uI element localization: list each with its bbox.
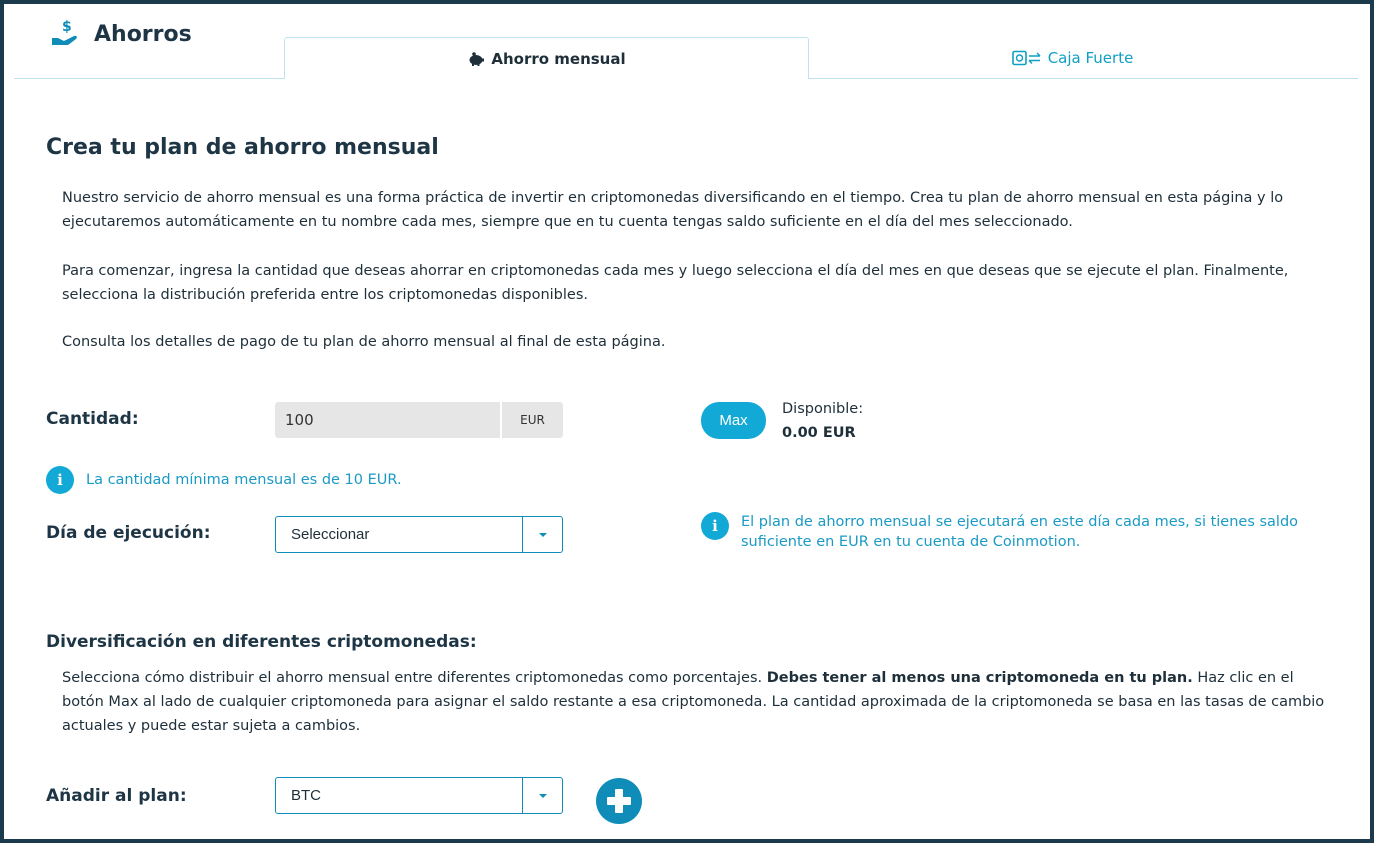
execution-day-select[interactable] (275, 516, 563, 553)
caret-down-icon (538, 793, 548, 799)
available-label: Disponible: (782, 401, 864, 417)
amount-unit: EUR (500, 402, 563, 438)
hand-coin-icon (50, 18, 82, 50)
page-title: Crea tu plan de ahorro mensual (46, 135, 439, 160)
add-crypto-button[interactable] (596, 778, 642, 824)
amount-field-group (275, 402, 563, 438)
tab-label: Ahorro mensual (491, 49, 626, 68)
vault-transfer-icon (1012, 50, 1042, 66)
amount-label: Cantidad: (46, 409, 139, 429)
diversification-text-end: Haz clic en el botón Max al lado de cualquier criptomoneda para asignar el saldo restante a esa criptomoneda. La cantidad aproximada de la criptomoneda se basa en las tasas de cambio actuales y puede estar sujeta a cambios. (62, 670, 1325, 734)
execution-day-label: Día de ejecución: (46, 523, 211, 543)
add-to-plan-label: Añadir al plan: (46, 786, 187, 806)
svg-text:$: $ (62, 19, 72, 35)
tab-label: Caja Fuerte (1047, 49, 1134, 67)
piggy-bank-icon (467, 51, 485, 67)
diversification-text-start: Selecciona cómo distribuir el ahorro mensual entre diferentes criptomonedas como porcentajes. (62, 670, 767, 686)
app-frame (4, 4, 1370, 839)
intro-paragraph-2: Para comenzar, ingresa la cantidad que deseas ahorrar en criptomonedas cada mes y luego selecciona el día del mes en que deseas que se ejecute el plan. Finalmente, selecciona la distribución preferida entre los criptomonedas disponibles. (62, 263, 1289, 303)
amount-input[interactable] (275, 402, 500, 438)
diversification-text-bold: Debes tener al menos una criptomoneda en tu plan. (766, 670, 1193, 686)
brand (50, 18, 192, 50)
info-icon: i (46, 466, 74, 494)
select-value: Seleccionar (291, 526, 370, 543)
select-value: BTC (291, 787, 321, 804)
page-brand-title: Ahorros (94, 21, 192, 47)
caret-down-icon (538, 532, 548, 538)
dropdown-arrow[interactable] (522, 778, 562, 813)
info-text: El plan de ahorro mensual se ejecutará en este día cada mes, si tienes saldo suficiente en EUR en tu cuenta de Coinmotion. (741, 514, 1299, 550)
dropdown-arrow[interactable] (522, 517, 562, 552)
max-button[interactable]: Max (701, 402, 766, 439)
plus-icon (605, 787, 633, 815)
tab-ahorro-mensual[interactable] (284, 37, 809, 79)
available-value: 0.00 EUR (782, 425, 856, 441)
intro-paragraph-1: Nuestro servicio de ahorro mensual es una forma práctica de invertir en criptomonedas diversificando en el tiempo. Crea tu plan de ahorro mensual en esta página y lo ejecutaremos automáticamente en tu nombre cada mes, siempre que en tu cuenta tengas saldo suficiente en el día del mes seleccionado. (62, 190, 1284, 230)
intro-paragraph-3: Consulta los detalles de pago de tu plan de ahorro mensual al final de esta página. (62, 334, 666, 350)
crypto-select[interactable] (275, 777, 563, 814)
info-text: La cantidad mínima mensual es de 10 EUR. (86, 472, 402, 488)
info-icon: i (701, 512, 729, 540)
tab-caja-fuerte[interactable] (810, 37, 1335, 79)
execution-day-info (701, 512, 1301, 552)
minimum-amount-info (46, 466, 402, 494)
diversification-heading: Diversificación en diferentes criptomonedas: (46, 632, 477, 652)
diversification-text (62, 666, 1337, 738)
